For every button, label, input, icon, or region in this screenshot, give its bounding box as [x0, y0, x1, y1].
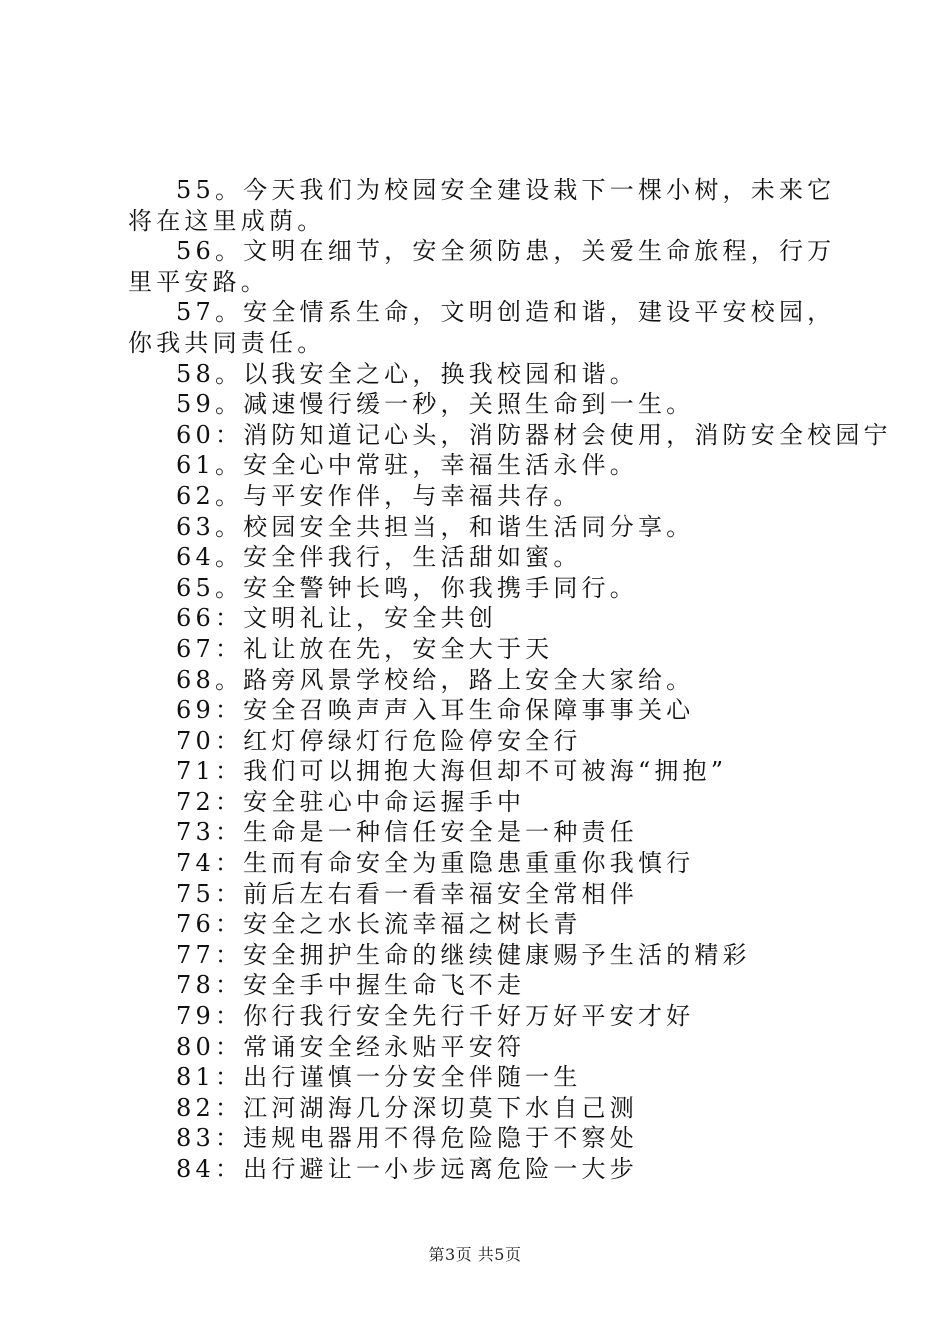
document-body	[128, 175, 892, 1185]
paragraph-57: 57。安全情系生命，文明创造和谐，建设平安校园，你我共同责任。	[128, 298, 836, 357]
paragraph-62: 62。与平安作伴，与幸福共存。	[176, 481, 582, 510]
paragraph-75: 75：前后左右看一看幸福安全常相伴	[176, 879, 638, 908]
paragraph-68: 68。路旁风景学校给，路上安全大家给。	[176, 665, 695, 694]
paragraph-67: 67：礼让放在先，安全大于天	[176, 634, 554, 663]
paragraph-72: 72：安全驻心中命运握手中	[176, 787, 526, 816]
paragraph-81: 81：出行谨慎一分安全伴随一生	[176, 1063, 582, 1092]
paragraph-76: 76：安全之水长流幸福之树长青	[176, 910, 582, 939]
paragraph-69: 69：安全召唤声声入耳生命保障事事关心	[176, 696, 695, 725]
paragraph-63: 63。校园安全共担当，和谐生活同分享。	[176, 512, 695, 541]
paragraph-61: 61。安全心中常驻，幸福生活永伴。	[176, 451, 638, 480]
page-footer: 第3页 共5页	[428, 1245, 522, 1264]
paragraph-70: 70：红灯停绿灯行危险停安全行	[176, 726, 582, 755]
paragraph-83: 83：违规电器用不得危险隐于不察处	[176, 1124, 638, 1153]
paragraph-71: 71：我们可以拥抱大海但却不可被海“拥抱”	[176, 757, 728, 786]
paragraph-79: 79：你行我行安全先行千好万好平安才好	[176, 1002, 695, 1031]
paragraph-80: 80：常诵安全经永贴平安符	[176, 1032, 526, 1061]
paragraph-73: 73：生命是一种信任安全是一种责任	[176, 818, 638, 847]
paragraph-56: 56。文明在细节，安全须防患，关爱生命旅程，行万里平安路。	[128, 237, 836, 296]
paragraph-82: 82：江河湖海几分深切莫下水自己测	[176, 1093, 638, 1122]
paragraph-58: 58。以我安全之心，换我校园和谐。	[176, 359, 638, 388]
paragraph-74: 74：生而有命安全为重隐患重重你我慎行	[176, 849, 695, 878]
paragraph-59: 59。减速慢行缓一秒，关照生命到一生。	[176, 390, 695, 419]
paragraph-66: 66：文明礼让，安全共创	[176, 604, 497, 633]
paragraph-64: 64。安全伴我行，生活甜如蜜。	[176, 543, 582, 572]
paragraph-60: 60：消防知道记心头，消防器材会使用，消防安全校园宁	[176, 420, 892, 449]
paragraph-77: 77：安全拥护生命的继续健康赐予生活的精彩	[176, 940, 751, 969]
paragraph-65: 65。安全警钟长鸣，你我携手同行。	[176, 573, 638, 602]
paragraph-55: 55。今天我们为校园安全建设栽下一棵小树，未来它将在这里成荫。	[128, 176, 836, 235]
paragraph-84: 84：出行避让一小步远离危险一大步	[176, 1155, 638, 1183]
paragraph-78: 78：安全手中握生命飞不走	[176, 971, 526, 1000]
